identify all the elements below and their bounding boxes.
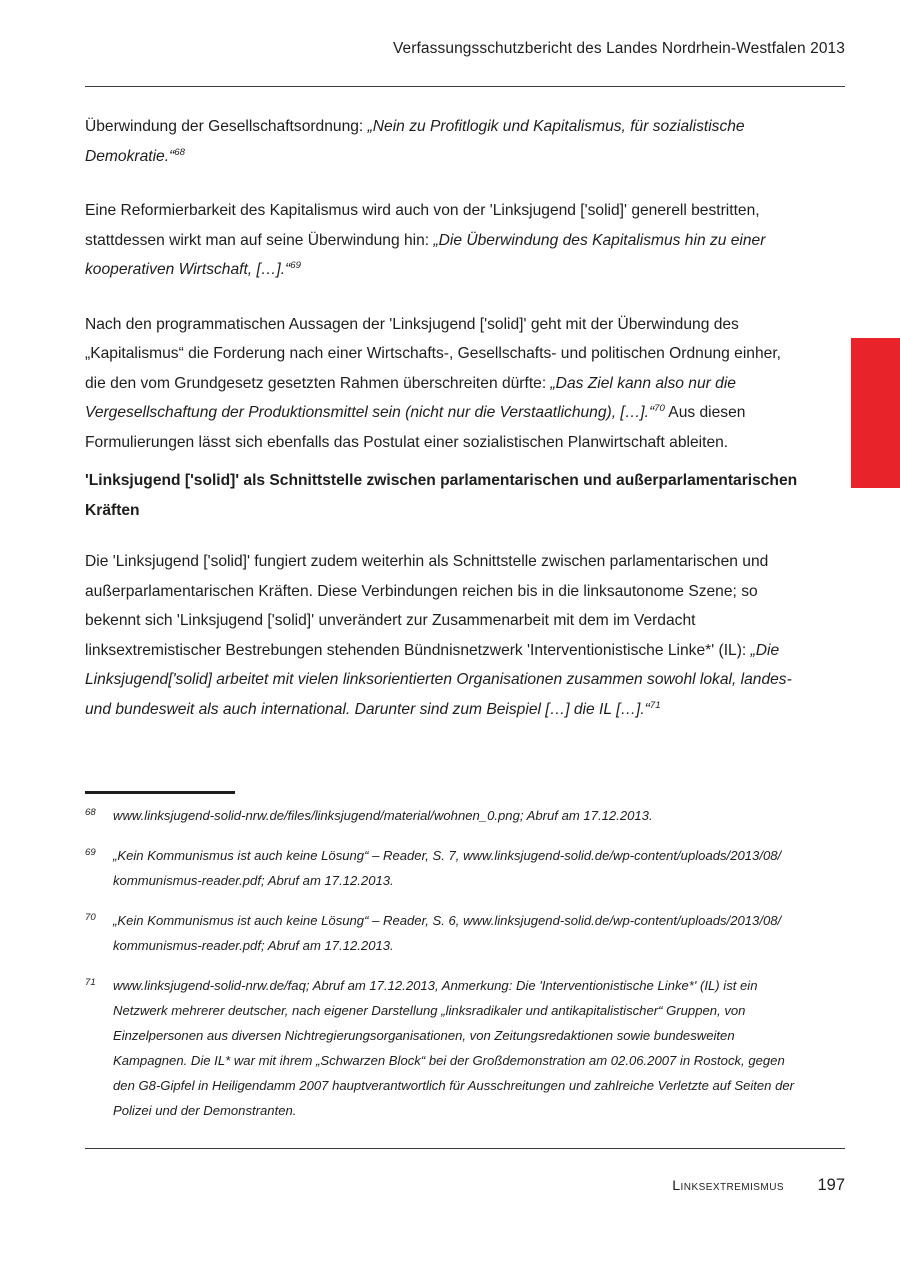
footnote-item xyxy=(85,803,810,828)
paragraph-text: Nach den programmatischen Aussagen der 'Linksjugend ['solid]' geht mit der Überwindung des „Kapitalismus“ die Forderung nach einer Wirtschafts-, Gesellschafts- und politischen Ordnung einher, die den vom Grundgesetz gesetzten Rahmen überschreiten dürfte: xyxy=(85,315,781,392)
body-paragraph xyxy=(85,310,805,458)
quoted-text: „Die Linksjugend['solid] arbeitet mit vielen linksorientierten Organisationen zusammen sowohl lokal, landes- und bundesweit als auch international. Darunter sind zum Beispiel […] die IL […].“ xyxy=(85,641,792,718)
footnote-reference[interactable]: 70 xyxy=(654,402,665,414)
footnote-item xyxy=(85,843,810,893)
footnote-item xyxy=(85,973,810,1123)
paragraph-text: Überwindung der Gesellschaftsordnung: xyxy=(85,118,368,135)
footnote-reference[interactable]: 69 xyxy=(290,259,301,271)
footnote-number: 70 xyxy=(85,912,96,923)
body-paragraph xyxy=(85,547,805,724)
page-footer xyxy=(85,1176,845,1195)
footnote-separator-rule xyxy=(85,791,235,794)
footnote-text: „Kein Kommunismus ist auch keine Lösung“ – Reader, S. 7, www.linksjugend-solid.de/wp-content/uploads/2013/08/ kommunismus-reader.pdf; Abruf am 17.12.2013. xyxy=(113,848,782,888)
paragraph-text: Eine Reformierbarkeit des Kapitalismus wird auch von der 'Linksjugend ['solid]' generell bestritten, stattdessen wirkt man auf seine Überwindung hin: xyxy=(85,202,760,249)
footnote-reference[interactable]: 68 xyxy=(174,146,185,158)
body-paragraph xyxy=(85,112,805,171)
footnote-number: 69 xyxy=(85,847,96,858)
quoted-text: „Nein zu Profitlogik und Kapitalismus, für sozialistische Demokratie.“ xyxy=(85,118,745,165)
quoted-text: „Das Ziel kann also nur die Vergesellschaftung der Produktionsmittel sein (nicht nur die Verstaatlichung), […].“ xyxy=(85,374,736,421)
footer-section-name: Linksextremismus xyxy=(672,1178,784,1194)
footnote-text: www.linksjugend-solid-nrw.de/faq; Abruf am 17.12.2013, Anmerkung: Die 'Interventionistische Linke*' (IL) ist ein Netzwerk mehrerer deutscher, nach eigener Darstellung „linksradikaler und antikapitalistischer“ Gruppen, von Einzelpersonen aus diversen Nichtregierungsorganisationen, von Zeitungsredaktionen sowie bundesweiten Kampagnen. Die IL* war mit ihrem „Schwarzen Block“ bei der Großdemonstration am 02.06.2007 in Rostock, gegen den G8-Gipfel in Heiligendamm 2007 hauptverantwortlich für Ausschreitungen und zahlreiche Verletzte auf Seiten der Polizei und der Demonstranten. xyxy=(113,978,795,1118)
body-paragraph xyxy=(85,196,805,285)
footnote-text: „Kein Kommunismus ist auch keine Lösung“ – Reader, S. 6, www.linksjugend-solid.de/wp-content/uploads/2013/08/ kommunismus-reader.pdf; Abruf am 17.12.2013. xyxy=(113,913,782,953)
footnote-item xyxy=(85,908,810,958)
paragraph-group-after-subheading xyxy=(85,547,805,724)
section-subheading: 'Linksjugend ['solid]' als Schnittstelle zwischen parlamentarischen und außerparlamentarischen Kräften xyxy=(85,472,798,519)
header-divider xyxy=(85,86,845,87)
footnote-reference[interactable]: 71 xyxy=(649,699,661,711)
footer-divider xyxy=(85,1148,845,1149)
footnote-list xyxy=(85,803,810,1123)
paragraph-text: Aus diesen Formulierungen lässt sich ebenfalls das Postulat einer sozialistischen Planwirtschaft ableiten. xyxy=(85,404,746,451)
footnote-number: 68 xyxy=(85,807,96,818)
quoted-text: „Die Überwindung des Kapitalismus hin zu einer kooperativen Wirtschaft, […].“ xyxy=(85,231,766,278)
footnote-number: 71 xyxy=(85,977,96,988)
running-header: Verfassungsschutzbericht des Landes Nordrhein-Westfalen 2013 xyxy=(392,40,845,57)
chapter-thumb-tab xyxy=(851,338,900,488)
body-text-column xyxy=(85,112,805,724)
footnote-text: www.linksjugend-solid-nrw.de/files/linksjugend/material/wohnen_0.png; Abruf am 17.12.2013. xyxy=(113,808,653,823)
paragraph-group-before-subheading xyxy=(85,112,805,457)
paragraph-text: Die 'Linksjugend ['solid]' fungiert zudem weiterhin als Schnittstelle zwischen parlamentarischen und außerparlamentarischen Kräften. Diese Verbindungen reichen bis in die linksautonome Szene; so bekennt sich 'Linksjugend ['solid]' unverändert zur Zusammenarbeit mit dem im Verdacht linksextremistischer Bestrebungen stehenden Bündnisnetzwerk 'Interventionistische Linke*' (IL): xyxy=(85,553,769,659)
footer-page-number: 197 xyxy=(817,1176,845,1194)
